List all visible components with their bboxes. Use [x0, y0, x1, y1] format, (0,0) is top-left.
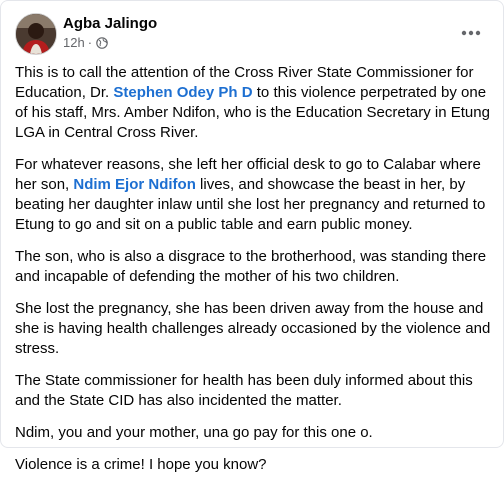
post-paragraph: Violence is a crime! I hope you know? [15, 456, 267, 473]
post-paragraph [15, 155, 493, 235]
meta-separator: · [87, 35, 93, 50]
post-paragraph: The son, who is also a disgrace to the brotherhood, was standing there and incapable of defending the mother of his two children. [15, 248, 487, 285]
post-body [15, 63, 493, 487]
mention-link[interactable]: Ndim Ejor Ndifon [73, 176, 196, 193]
post-paragraph: Ndim, you and your mother, una go pay for this one o. [15, 424, 373, 441]
author-avatar[interactable] [15, 13, 57, 55]
mention-link[interactable]: Stephen Odey Ph D [113, 84, 253, 101]
paragraph-text: This is to call the attention of the Cross River State Commissioner for Education, Dr. [15, 64, 474, 101]
more-horizontal-icon [461, 30, 481, 36]
post-meta [63, 35, 108, 50]
post-paragraph [15, 63, 493, 143]
globe-icon[interactable] [96, 37, 108, 49]
post-paragraph: She lost the pregnancy, she has been driven away from the house and she is having health challenges already occasioned by the violence and stress. [15, 300, 491, 357]
paragraph-text: to this violence perpetrated by one of his staff, Mrs. Amber Ndifon, who is the Education Secretary in Etung LGA in Central Cross River. [15, 84, 490, 141]
more-options-button[interactable] [455, 17, 487, 49]
author-name[interactable]: Agba Jalingo [63, 15, 158, 32]
avatar-photo [16, 14, 56, 54]
post-header [15, 13, 489, 53]
paragraph-text: lives, and showcase the beast in her, by beating her daughter inlaw until she lost her pregnancy and returned to Etung to go and sit on a public table and earn public money. [15, 176, 486, 233]
paragraph-text: For whatever reasons, she left her official desk to go to Calabar where her son, [15, 156, 481, 193]
post-paragraph: The State commissioner for health has been duly informed about this and the State CID has also incidented the matter. [15, 372, 473, 409]
post-timestamp[interactable]: 12h [63, 35, 85, 50]
